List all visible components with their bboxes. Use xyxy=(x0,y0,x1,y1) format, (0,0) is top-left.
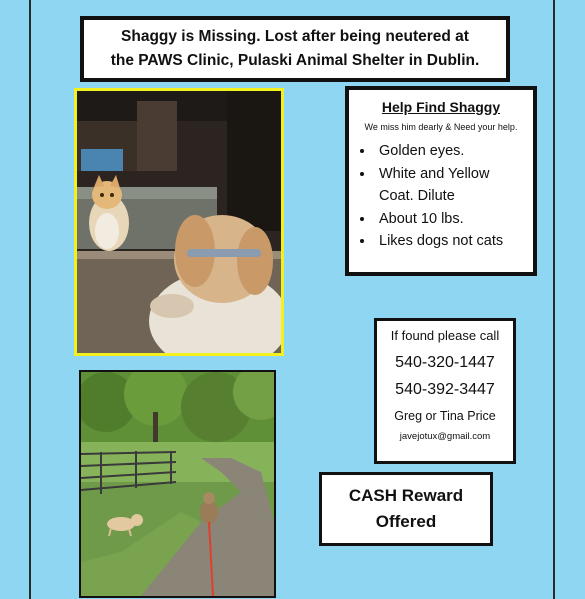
dog-walk-photo xyxy=(81,372,274,596)
title-line-1: Shaggy is Missing. Lost after being neutered at xyxy=(121,28,469,45)
contact-email[interactable]: javejotux@gmail.com xyxy=(399,431,491,442)
description-subheading: We miss him dearly & Need your help. xyxy=(364,122,518,132)
phone-number-1[interactable]: 540-320-1447 xyxy=(395,354,495,371)
walk-photo-frame xyxy=(79,370,276,598)
border-line-left xyxy=(29,0,31,599)
list-item: • Likes dogs not cats xyxy=(375,230,525,253)
contact-names: Greg or Tina Price xyxy=(394,409,496,423)
list-item: • Golden eyes. xyxy=(375,140,525,163)
description-list xyxy=(357,140,525,253)
reward-box xyxy=(319,472,493,546)
list-item: • White and Yellow Coat. Dilute xyxy=(375,163,525,208)
list-item: • About 10 lbs. xyxy=(375,208,525,231)
contact-box xyxy=(374,318,516,464)
cat-photo-frame xyxy=(74,88,284,356)
description-heading: Help Find Shaggy xyxy=(381,99,501,115)
reward-line-1: CASH Reward xyxy=(348,486,464,505)
phone-number-2[interactable]: 540-392-3447 xyxy=(395,381,495,398)
contact-label: If found please call xyxy=(390,328,500,343)
border-line-right xyxy=(553,0,555,599)
title-line-2: the PAWS Clinic, Pulaski Animal Shelter in Dublin. xyxy=(110,52,480,69)
cat-and-dog-photo xyxy=(77,91,281,353)
reward-line-2: Offered xyxy=(375,512,437,531)
description-box xyxy=(345,86,537,276)
title-box xyxy=(80,16,510,82)
